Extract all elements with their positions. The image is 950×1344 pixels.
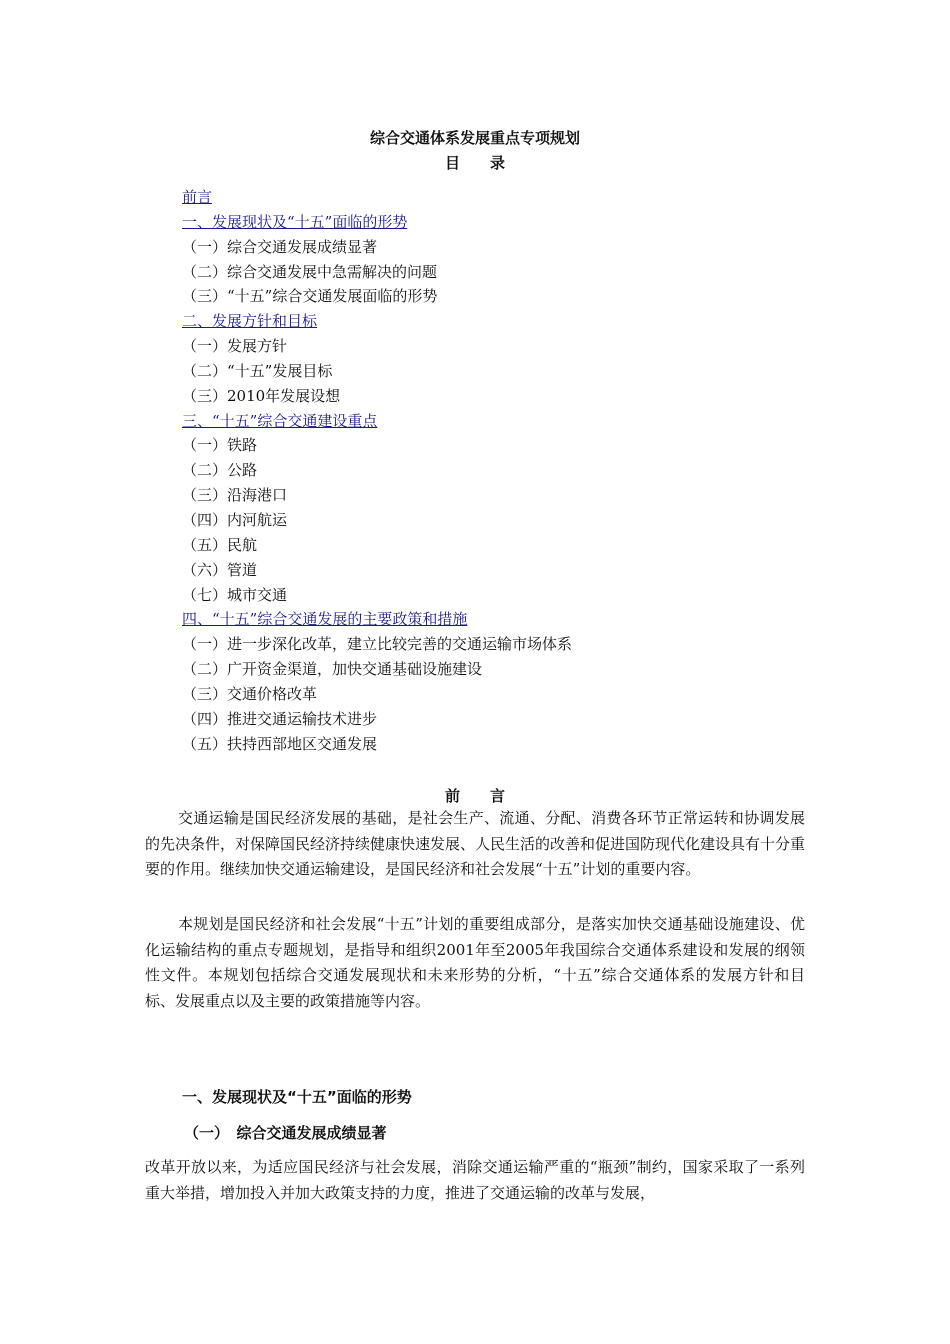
toc-link[interactable]: 前言 [182,188,213,206]
preface-paragraph: 交通运输是国民经济发展的基础，是社会生产、流通、分配、消费各环节正常运转和协调发展的先决条件，对保障国民经济持续健康快速发展、人民生活的改善和促进国防现代化建设具有十分重要的作用。继续加快交通运输建设，是国民经济和社会发展“十五”计划的重要内容。 [145,809,806,878]
table-of-contents [182,185,802,756]
toc-entry: （二）“十五”发展目标 [182,361,333,380]
toc-entry: （三）2010年发展设想 [182,386,341,405]
toc-link[interactable]: 二、发展方针和目标 [182,312,318,331]
subsection-heading: （一） 综合交通发展成绩显著 [184,1124,387,1142]
toc-link[interactable]: 一、发展现状及“十五”面临的形势 [182,212,408,231]
toc-entry: （七）城市交通 [182,585,288,604]
toc-link[interactable]: 三、“十五”综合交通建设重点 [182,411,378,430]
toc-entry: （二）综合交通发展中急需解决的问题 [182,262,438,281]
toc-entry: （三）沿海港口 [182,486,288,505]
preface-paragraph: 本规划是国民经济和社会发展“十五”计划的重要组成部分，是落实加快交通基础设施建设、优化运输结构的重点专题规划，是指导和组织2001年至2005年我国综合交通体系建设和发展的纲领性文件。本规划包括综合交通发展现状和未来形势的分析，“十五”综合交通体系的发展方针和目标、发展重点以及主要的政策措施等内容。 [145,915,805,1010]
body-paragraph: 改革开放以来，为适应国民经济与社会发展，消除交通运输严重的“瓶颈”制约，国家采取了一系列重大举措，增加投入并加大政策支持的力度，推进了交通运输的改革与发展， [145,1158,805,1202]
preface-heading: 前 言 [444,787,505,805]
toc-entry: （一）进一步深化改革，建立比较完善的交通运输市场体系 [182,635,573,654]
toc-entry: （四）推进交通运输技术进步 [182,709,378,728]
toc-entry: （二）广开资金渠道，加快交通基础设施建设 [182,660,483,679]
toc-entry: （四）内河航运 [182,510,288,529]
toc-entry: （三）“十五”综合交通发展面临的形势 [182,287,438,306]
toc-entry: （一）综合交通发展成绩显著 [182,237,378,256]
toc-entry: （三）交通价格改革 [182,684,318,703]
section-heading: 一、发展现状及“十五”面临的形势 [182,1088,412,1106]
toc-entry: （五）扶持西部地区交通发展 [182,734,378,753]
toc-entry: （五）民航 [182,535,258,554]
toc-entry: （六）管道 [182,560,258,579]
toc-entry: （一）铁路 [182,436,258,455]
toc-entry: （二）公路 [182,461,258,480]
toc-link[interactable]: 四、“十五”综合交通发展的主要政策和措施 [182,610,468,629]
toc-entry: （一）发展方针 [182,337,288,356]
document-title: 综合交通体系发展重点专项规划 [369,129,580,147]
toc-heading: 目 录 [444,154,505,172]
